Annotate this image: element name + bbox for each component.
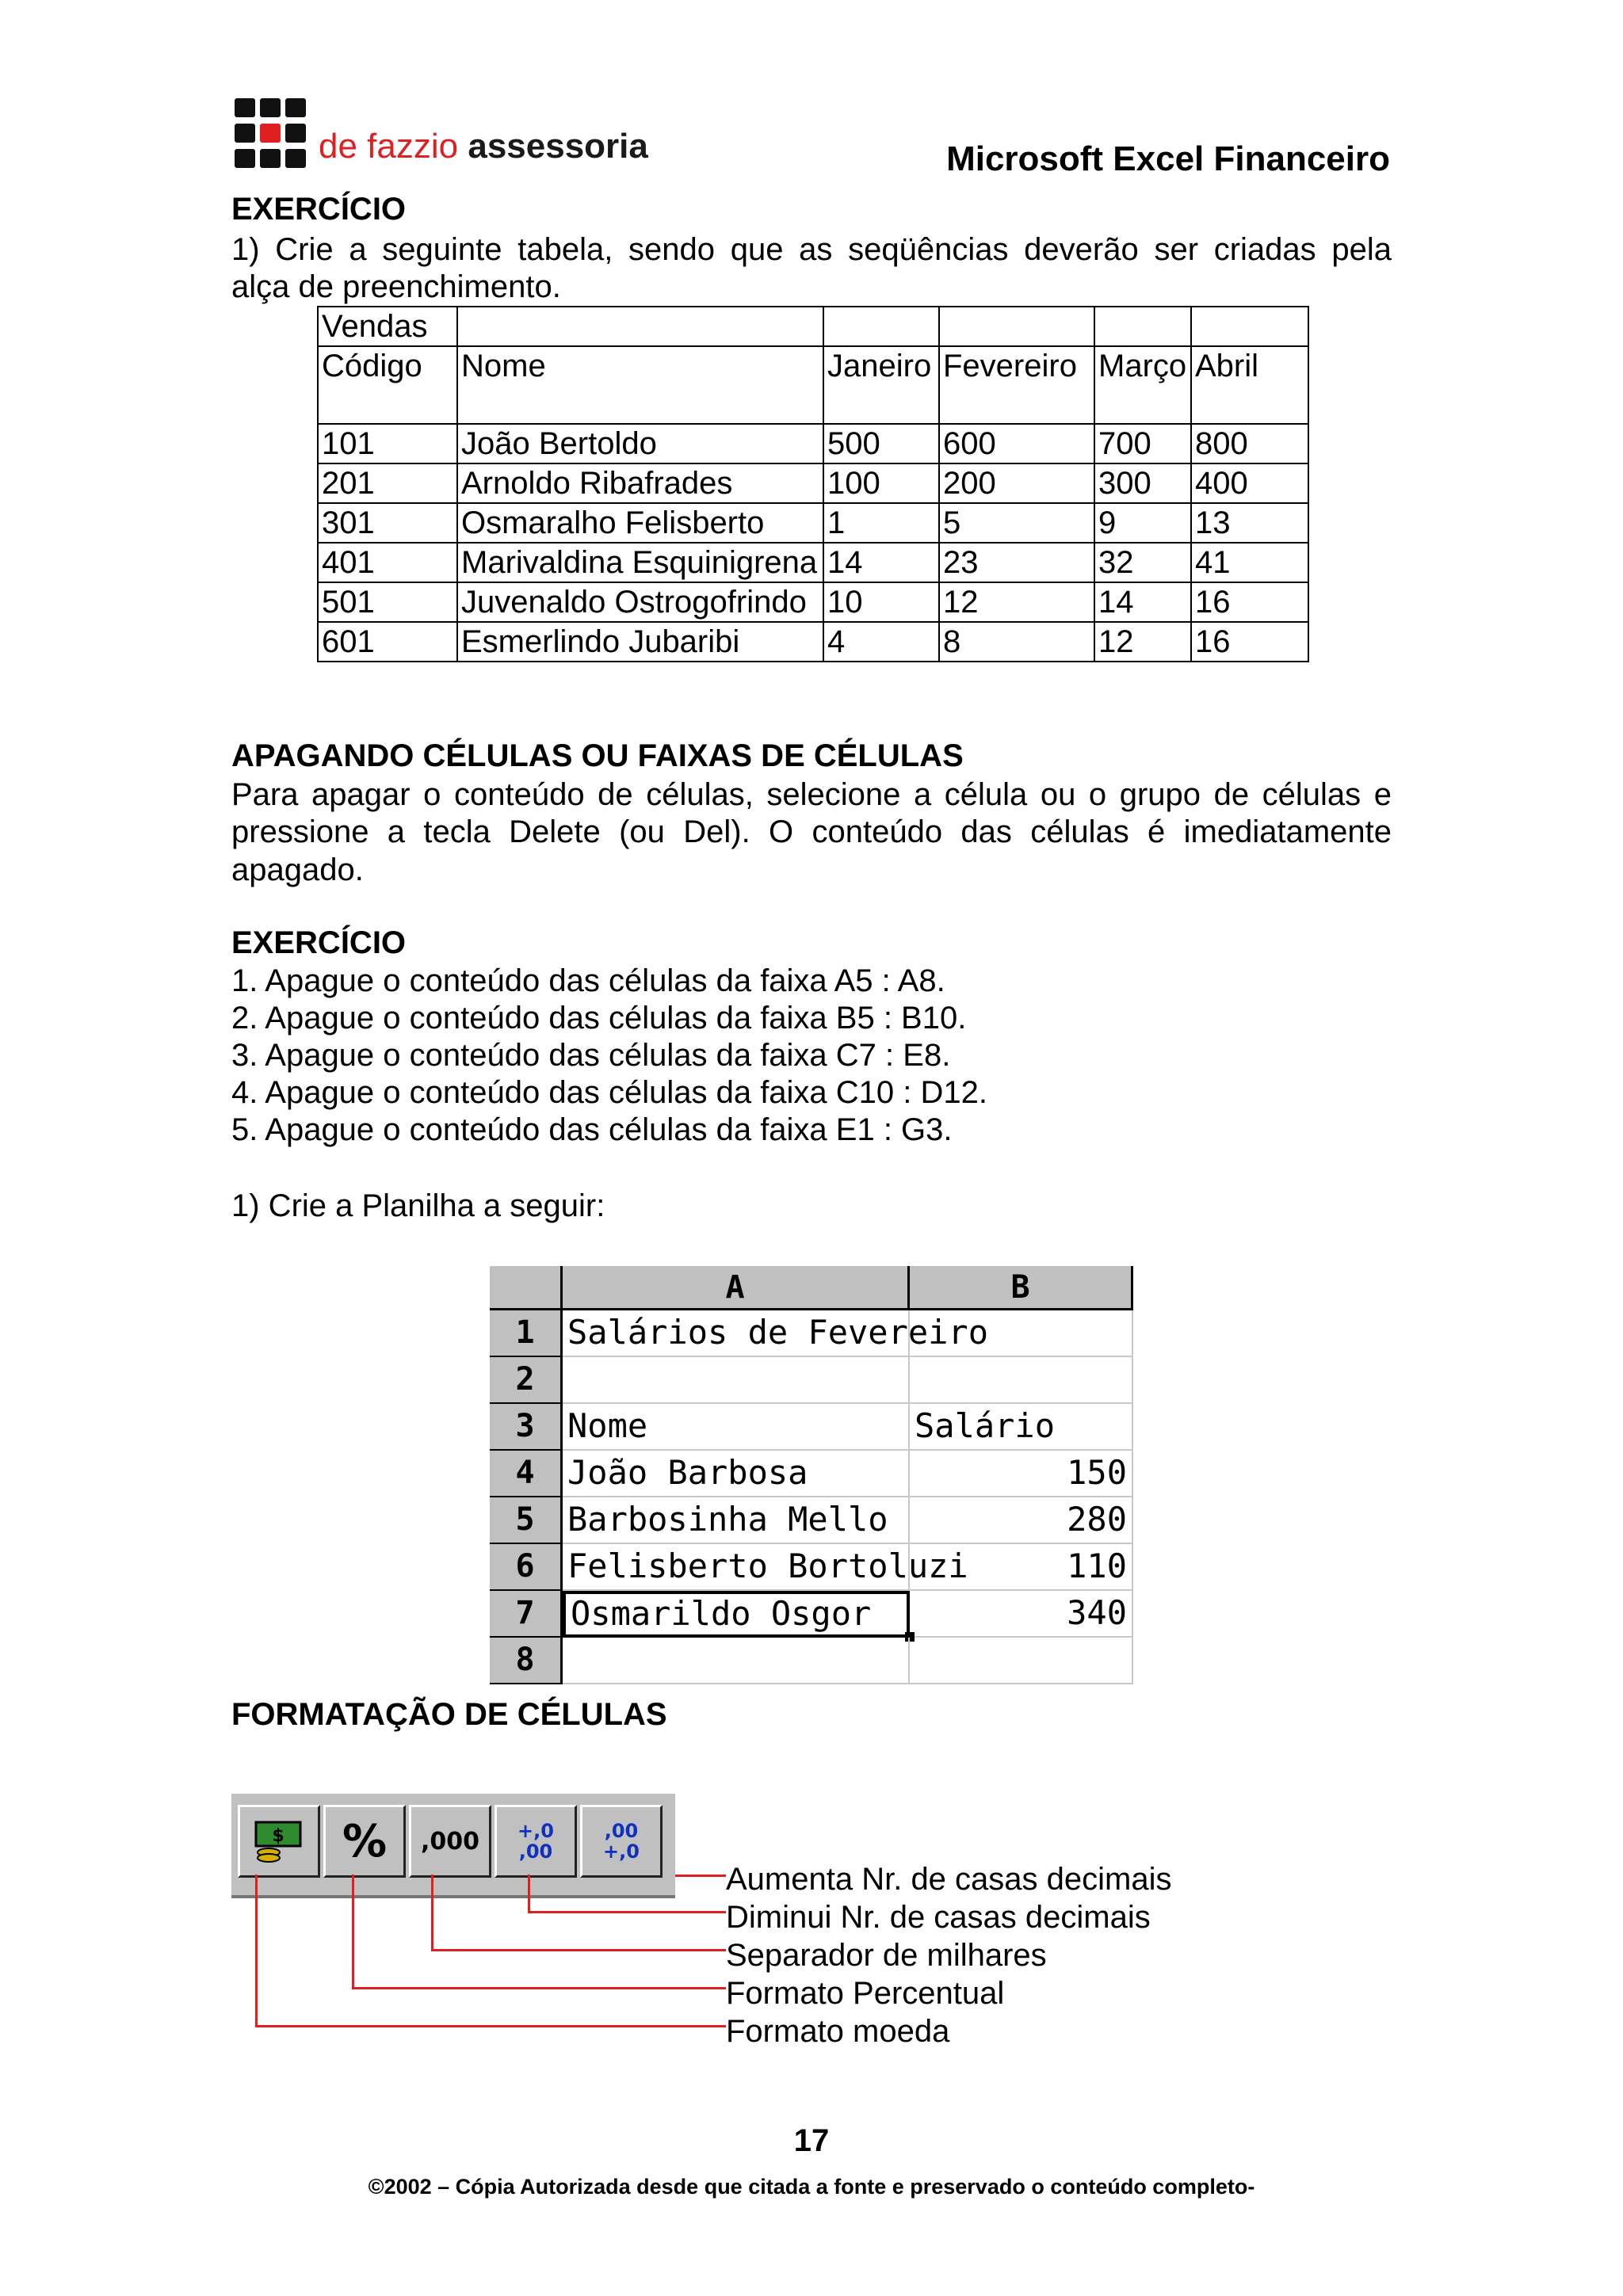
label-thousands-separator: Separador de milhares	[726, 1938, 1047, 1973]
cell: Juvenaldo Ostrogofrindo	[457, 582, 823, 622]
apagando-line-1: Para apagar o conteúdo de células, selecione a célula ou o grupo de células e	[231, 777, 1392, 812]
cell-a3[interactable]: Nome	[563, 1404, 910, 1451]
label-decrease-decimal: Diminui Nr. de casas decimais	[726, 1900, 1151, 1935]
formatting-toolbar	[231, 1794, 675, 1898]
row-header[interactable]: 5	[490, 1497, 563, 1544]
callout-line	[528, 1875, 530, 1913]
label-percent-format: Formato Percentual	[726, 1976, 1005, 2011]
cell: 501	[318, 582, 457, 622]
callout-line	[352, 1987, 726, 1989]
col-header: Abril	[1191, 346, 1308, 424]
formatacao-heading: FORMATAÇÃO DE CÉLULAS	[231, 1697, 667, 1732]
cell: João Bertoldo	[457, 424, 823, 463]
copyright-notice: ©2002 – Cópia Autorizada desde que citada a fonte e preservado o conteúdo completo-	[368, 2175, 1255, 2199]
cell-a5[interactable]: Barbosinha Mello	[563, 1497, 910, 1544]
cell: 301	[318, 503, 457, 543]
apagando-line-3: apagado.	[231, 852, 364, 887]
cell: 400	[1191, 463, 1308, 503]
cell-a4[interactable]: João Barbosa	[563, 1451, 910, 1497]
increase-decimal-icon: +,0 ,00	[517, 1820, 554, 1863]
cell: Osmaralho Felisberto	[457, 503, 823, 543]
column-header-a[interactable]: A	[563, 1266, 910, 1310]
excel-spreadsheet	[490, 1266, 1133, 1678]
cell-a6[interactable]: Felisberto Bortoluzi	[563, 1544, 910, 1591]
cell: 41	[1191, 543, 1308, 582]
cell: 13	[1191, 503, 1308, 543]
currency-format-button[interactable]	[238, 1805, 320, 1878]
callout-line	[255, 2025, 726, 2027]
callout-line	[431, 1949, 726, 1951]
row-header[interactable]: 7	[490, 1591, 563, 1638]
cell-b3[interactable]: Salário	[910, 1404, 1133, 1451]
cell: 800	[1191, 424, 1308, 463]
cell: 32	[1094, 543, 1191, 582]
table-row	[318, 622, 1308, 662]
cell: 401	[318, 543, 457, 582]
apagando-heading: APAGANDO CÉLULAS OU FAIXAS DE CÉLULAS	[231, 738, 964, 773]
callout-line	[528, 1911, 726, 1913]
cell-b2[interactable]	[910, 1357, 1133, 1404]
logo-text: de fazzio assessoria	[319, 127, 648, 166]
thousands-separator-button[interactable]: ,000	[409, 1805, 491, 1878]
decrease-decimal-icon: ,00 +,0	[603, 1820, 640, 1863]
col-header: Nome	[457, 346, 823, 424]
currency-icon	[251, 1816, 307, 1867]
table-title: Vendas	[318, 307, 457, 346]
cell-a1[interactable]: Salários de Fevereiro	[563, 1310, 910, 1357]
label-increase-decimal: Aumenta Nr. de casas decimais	[726, 1862, 1172, 1897]
cell-b1[interactable]	[910, 1310, 1133, 1357]
exercise-item: 2. Apague o conteúdo das células da faixa B5 : B10.	[231, 1001, 967, 1035]
decrease-decimal-button[interactable]	[580, 1805, 663, 1878]
col-header: Fevereiro	[939, 346, 1094, 424]
cell-b5[interactable]: 280	[910, 1497, 1133, 1544]
column-header-b[interactable]: B	[910, 1266, 1133, 1310]
percent-format-button[interactable]: %	[323, 1805, 406, 1878]
exercise-1-line-2: alça de preenchimento.	[231, 269, 561, 304]
row-header[interactable]: 2	[490, 1357, 563, 1404]
table-row	[318, 424, 1308, 463]
page-number: 17	[793, 2123, 830, 2158]
table-row	[318, 503, 1308, 543]
cell: Marivaldina Esquinigrena	[457, 543, 823, 582]
cell: 8	[939, 622, 1094, 662]
cell: 23	[939, 543, 1094, 582]
cell-a8[interactable]	[563, 1638, 910, 1684]
col-header: Código	[318, 346, 457, 424]
exercise-item: 3. Apague o conteúdo das células da faixa C7 : E8.	[231, 1038, 951, 1073]
cell-b6[interactable]: 110	[910, 1544, 1133, 1591]
row-header[interactable]: 6	[490, 1544, 563, 1591]
cell: 16	[1191, 582, 1308, 622]
row-header[interactable]: 1	[490, 1310, 563, 1357]
increase-decimal-button[interactable]	[495, 1805, 577, 1878]
table-title-row	[318, 307, 1308, 346]
document-title: Microsoft Excel Financeiro	[946, 139, 1390, 178]
cell: 16	[1191, 622, 1308, 662]
row-header[interactable]: 8	[490, 1638, 563, 1684]
table-header-row	[318, 346, 1308, 424]
cell: 4	[823, 622, 939, 662]
col-header: Janeiro	[823, 346, 939, 424]
cell: 700	[1094, 424, 1191, 463]
callout-line	[255, 1875, 258, 2027]
label-currency-format: Formato moeda	[726, 2014, 950, 2049]
cell: 101	[318, 424, 457, 463]
crie-planilha-text: 1) Crie a Planilha a seguir:	[231, 1188, 605, 1223]
exercise-item: 1. Apague o conteúdo das células da faixa A5 : A8.	[231, 963, 945, 998]
callout-line	[675, 1875, 726, 1877]
cell: 201	[318, 463, 457, 503]
cell: 10	[823, 582, 939, 622]
svg-text:$: $	[272, 1826, 285, 1846]
callout-line	[431, 1875, 433, 1951]
cell: 200	[939, 463, 1094, 503]
cell: 12	[1094, 622, 1191, 662]
exercise-heading-2: EXERCÍCIO	[231, 925, 407, 960]
cell: Arnoldo Ribafrades	[457, 463, 823, 503]
cell: Esmerlindo Jubaribi	[457, 622, 823, 662]
table-row	[318, 582, 1308, 622]
exercise-item: 4. Apague o conteúdo das células da faixa C10 : D12.	[231, 1075, 988, 1110]
table-row	[318, 463, 1308, 503]
cell: 1	[823, 503, 939, 543]
cell: 300	[1094, 463, 1191, 503]
apagando-line-2: pressione a tecla Delete (ou Del). O conteúdo das células é imediatamente	[231, 814, 1392, 849]
cell-b8[interactable]	[910, 1638, 1133, 1684]
cell-b7[interactable]: 340	[910, 1591, 1133, 1638]
cell: 14	[823, 543, 939, 582]
cell-a2[interactable]	[563, 1357, 910, 1404]
callout-line	[352, 1875, 354, 1989]
cell: 12	[939, 582, 1094, 622]
exercise-1-line-1: 1) Crie a seguinte tabela, sendo que as seqüências deverão ser criadas pela	[231, 232, 1392, 267]
sales-table	[317, 306, 1309, 662]
exercise-item: 5. Apague o conteúdo das células da faixa E1 : G3.	[231, 1112, 953, 1147]
table-row	[318, 543, 1308, 582]
cell: 14	[1094, 582, 1191, 622]
cell: 9	[1094, 503, 1191, 543]
exercise-heading-1: EXERCÍCIO	[231, 192, 407, 227]
cell-a7-selected[interactable]: Osmarildo Osgor	[563, 1591, 910, 1638]
logo-mark	[235, 98, 307, 168]
cell: 601	[318, 622, 457, 662]
cell: 600	[939, 424, 1094, 463]
row-header[interactable]: 3	[490, 1404, 563, 1451]
col-header: Março	[1094, 346, 1191, 424]
cell: 100	[823, 463, 939, 503]
select-all-corner[interactable]	[490, 1266, 563, 1310]
cell: 500	[823, 424, 939, 463]
row-header[interactable]: 4	[490, 1451, 563, 1497]
cell-b4[interactable]: 150	[910, 1451, 1133, 1497]
cell: 5	[939, 503, 1094, 543]
